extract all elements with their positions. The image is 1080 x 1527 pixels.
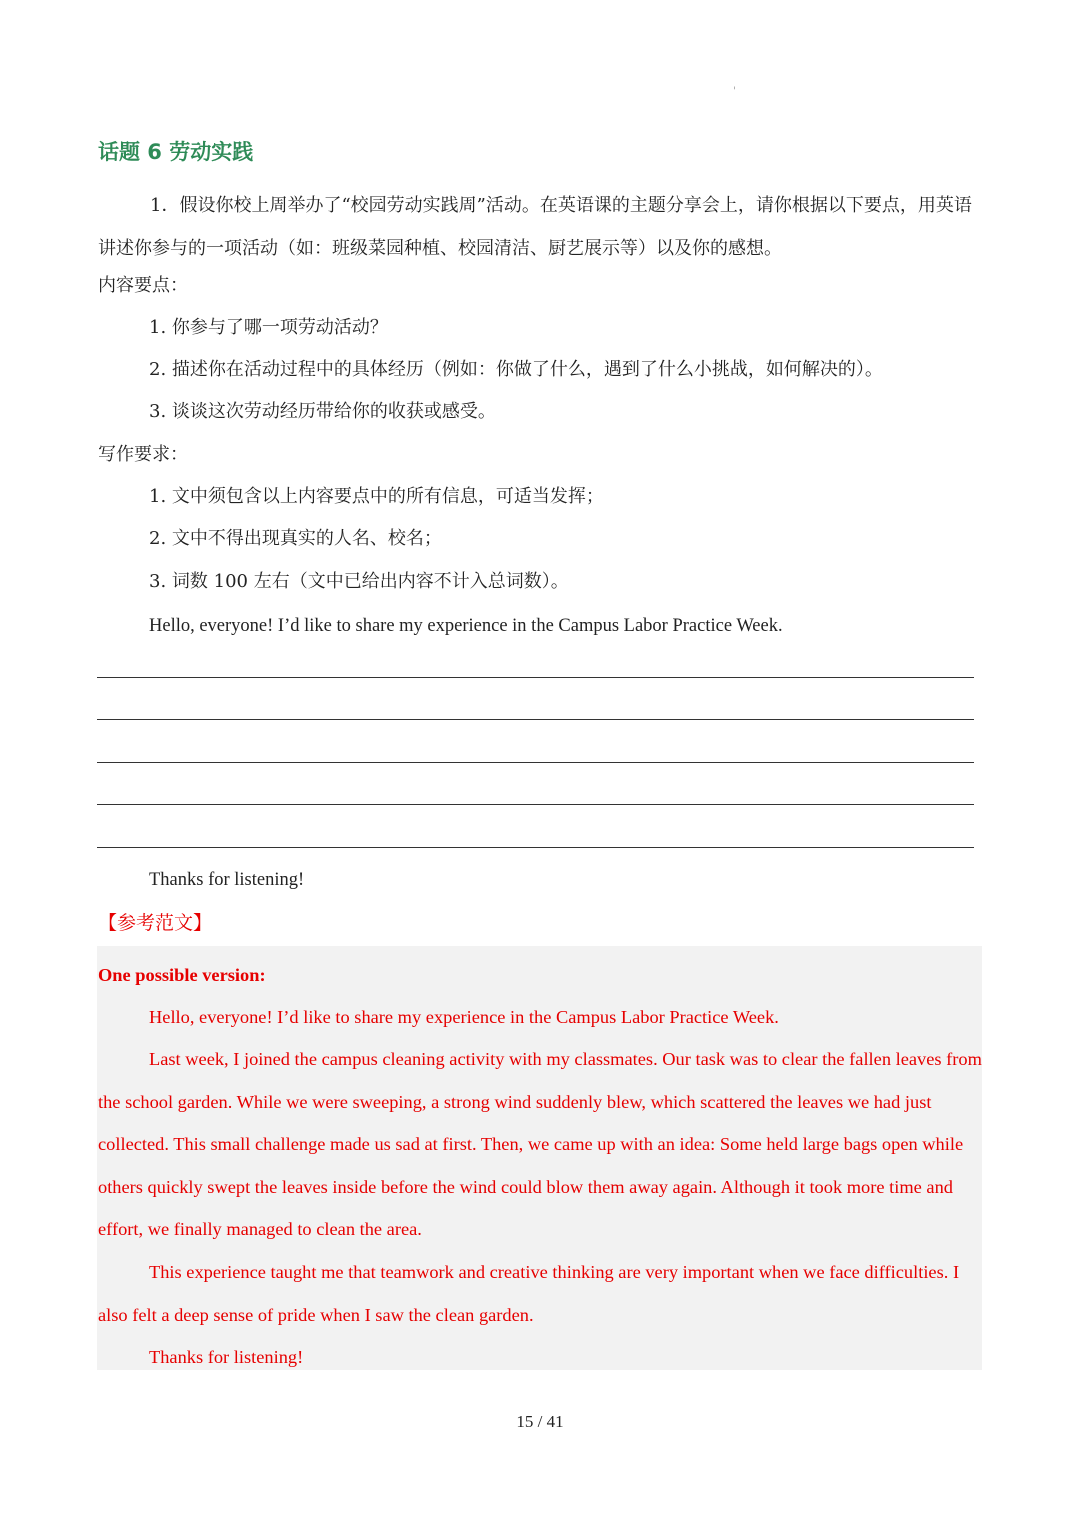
content-points-label: 内容要点：: [98, 275, 188, 296]
answer-line-5[interactable]: [97, 847, 974, 848]
content-point-2: 2. 描述你在活动过程中的具体经历（例如：你做了什么，遇到了什么小挑战，如何解决的）。: [149, 359, 883, 380]
answer-line-2[interactable]: [97, 719, 974, 720]
requirements-label: 写作要求：: [98, 444, 188, 465]
requirement-2: 2. 文中不得出现真实的人名、校名；: [149, 528, 442, 549]
content-point-3: 3. 谈谈这次劳动经历带给你的收获或感受。: [149, 401, 496, 422]
reference-sample-box: [97, 946, 982, 1370]
answer-line-4[interactable]: [97, 804, 974, 805]
requirement-1: 1. 文中须包含以上内容要点中的所有信息，可适当发挥；: [149, 486, 604, 507]
essay-closing: Thanks for listening!: [149, 870, 305, 890]
answer-line-3[interactable]: [97, 762, 974, 763]
reference-heading: 【参考范文】: [98, 912, 213, 934]
header-mark: ': [733, 86, 736, 97]
content-point-1: 1. 你参与了哪一项劳动活动？: [149, 317, 388, 338]
sample-paragraph-4: Thanks for listening!: [149, 1347, 304, 1367]
sample-paragraph-3: This experience taught me that teamwork and creative thinking are very important when we face difficulties. I also felt a deep sense of pride when I saw the clean garden.: [98, 1262, 960, 1325]
requirement-3: 3. 词数 100 左右（文中已给出内容不计入总词数）。: [149, 571, 569, 592]
essay-opening: Hello, everyone! I’d like to share my experience in the Campus Labor Practice Week.: [149, 616, 783, 636]
version-label: One possible version:: [98, 965, 266, 985]
sample-paragraph-2: Last week, I joined the campus cleaning activity with my classmates. Our task was to clear the fallen leaves from the school garden. While we were sweeping, a strong wind suddenly blew, which scattered the leaves we had just collected. This small challenge made us sad at first. Then, we came up with an idea: Some held large bags open while others quickly swept the leaves inside before the wind could blow them away again. Although it took more time and effort, we finally managed to clean the area.: [98, 1049, 982, 1239]
page-number: 15 / 41: [516, 1412, 564, 1431]
answer-line-1[interactable]: [97, 677, 974, 678]
question-prompt: 1．假设你校上周举办了“校园劳动实践周”活动。在英语课的主题分享会上，请你根据以下要点，用英语讲述你参与的一项活动（如：班级菜园种植、校园清洁、厨艺展示等）以及你的感想。: [98, 195, 972, 259]
sample-paragraph-1: Hello, everyone! I’d like to share my experience in the Campus Labor Practice Week.: [149, 1007, 779, 1027]
topic-title: 话题 6 劳动实践: [98, 140, 254, 164]
